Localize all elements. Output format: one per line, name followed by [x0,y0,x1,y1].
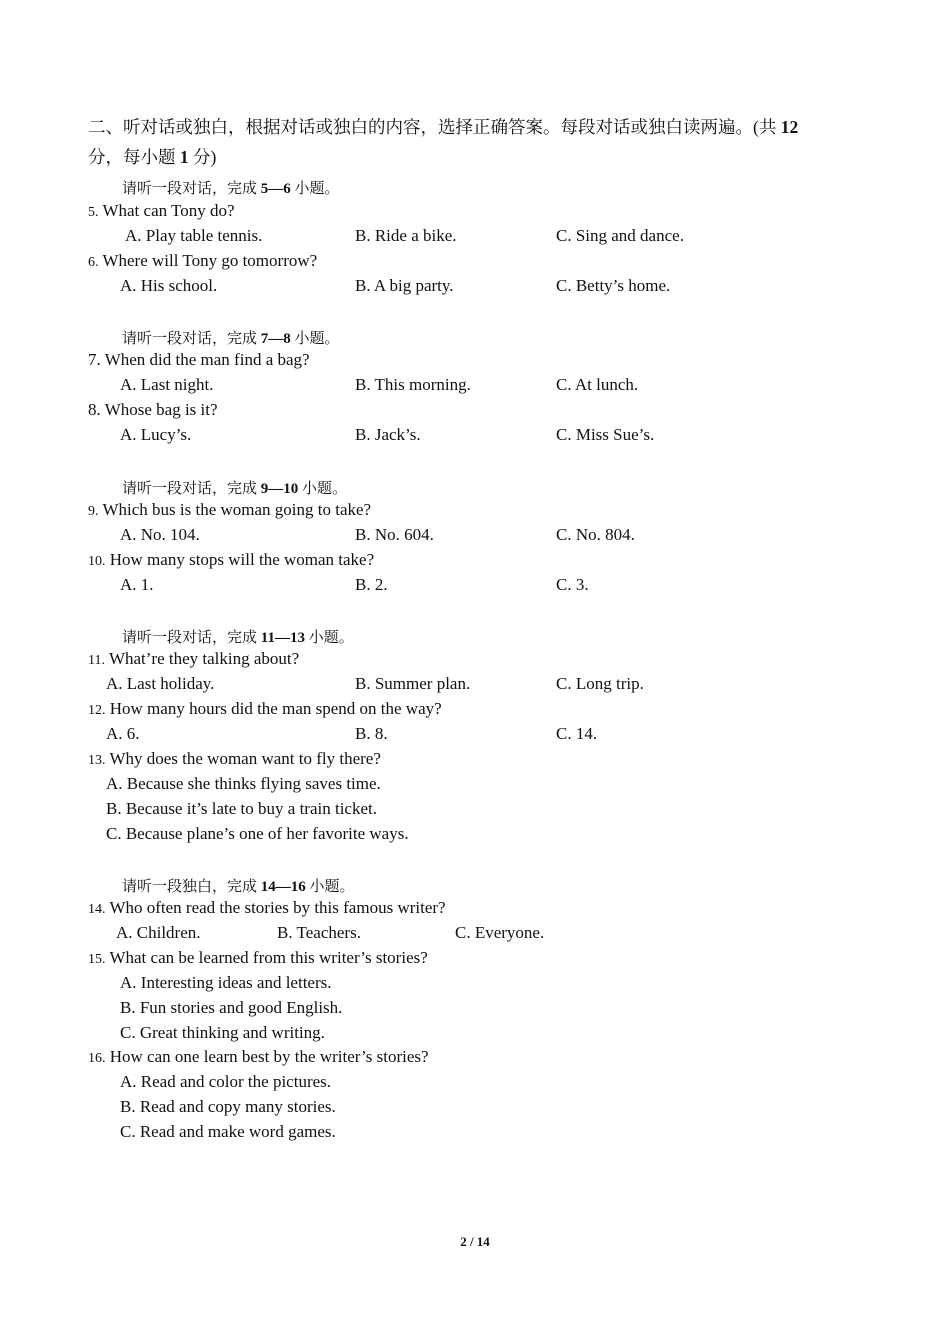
question-text: Whose bag is it? [104,400,218,419]
option-c: C. Sing and dance. [556,226,684,245]
question-text: What’re they talking about? [108,649,300,668]
option-c: C. Miss Sue’s. [556,425,655,444]
group-intro-text: 小题。 [290,331,340,347]
question-11 [88,649,299,669]
group-range: 9—10 [260,481,299,497]
question-text: How many stops will the woman take? [109,550,375,569]
option-b: B. Summer plan. [355,674,471,693]
question-12 [88,699,442,719]
question-7 [88,350,310,370]
option-b: B. No. 604. [355,525,434,544]
option-b: B. Jack’s. [355,425,421,444]
option-a: A. His school. [120,276,218,295]
question-6 [88,251,317,271]
option-a: A. Play table tennis. [125,226,263,245]
question-number: 8. [88,400,101,419]
option-a: A. Last holiday. [106,674,215,693]
group-range: 11—13 [260,630,305,646]
option-b: B. 2. [355,575,388,594]
option-a: A. Children. [116,923,201,942]
option-b: B. Teachers. [277,923,361,942]
question-9 [88,500,371,520]
option-b: B. A big party. [355,276,454,295]
group-intro-text: 小题。 [298,481,348,497]
heading-text-2: 分，每小题 [88,147,180,167]
option-c: C. 14. [556,724,598,743]
question-8 [88,400,218,420]
group-intro [122,177,340,198]
option-c: C. Long trip. [556,674,644,693]
group-intro-text: 小题。 [305,879,355,895]
option-a: A. Read and color the pictures. [120,1072,332,1091]
option-b: B. 8. [355,724,388,743]
option-c: C. No. 804. [556,525,635,544]
group-intro-text: 请听一段对话，完成 [122,331,261,347]
option-a: A. Lucy’s. [120,425,192,444]
question-number: 7. [88,350,101,369]
question-15 [88,948,428,968]
option-a: A. 6. [106,724,140,743]
question-13 [88,749,381,769]
question-number: 5. [88,205,99,220]
question-10 [88,550,374,570]
option-a: A. Interesting ideas and letters. [120,973,332,992]
question-5 [88,201,235,221]
group-range: 5—6 [260,181,291,197]
group-intro [122,327,340,348]
option-c: C. 3. [556,575,589,594]
question-number: 11. [88,653,105,668]
group-intro-text: 小题。 [304,630,354,646]
option-c: C. At lunch. [556,375,639,394]
page-number: 2 / 14 [460,1234,490,1249]
group-intro-text: 请听一段对话，完成 [122,481,261,497]
question-number: 13. [88,753,106,768]
option-b: B. Ride a bike. [355,226,457,245]
group-intro [122,477,347,498]
question-text: Why does the woman want to fly there? [109,749,381,768]
question-number: 16. [88,1051,106,1066]
section-heading [88,112,878,172]
option-c: C. Everyone. [455,923,545,942]
group-range: 14—16 [260,879,306,895]
option-b: B. This morning. [355,375,471,394]
group-intro [122,875,355,896]
question-number: 10. [88,554,106,569]
group-intro-text: 小题。 [290,181,340,197]
group-intro-text: 请听一段对话，完成 [122,630,261,646]
question-number: 6. [88,255,99,270]
question-text: Who often read the stories by this famous writer? [109,898,446,917]
heading-text: 二、听对话或独白，根据对话或独白的内容，选择正确答案。每段对话或独白读两遍。(共 [88,117,781,137]
option-a: A. Because she thinks flying saves time. [106,774,381,793]
question-number: 9. [88,504,99,519]
question-14 [88,898,446,918]
option-c: C. Great thinking and writing. [120,1023,325,1042]
question-text: Which bus is the woman going to take? [102,500,372,519]
group-intro-text: 请听一段对话，完成 [122,181,261,197]
question-text: What can be learned from this writer’s stories? [109,948,428,967]
option-b: B. Read and copy many stories. [120,1097,336,1116]
option-b: B. Fun stories and good English. [120,998,343,1017]
option-a: A. Last night. [120,375,214,394]
question-text: How many hours did the man spend on the way? [109,699,442,718]
question-number: 12. [88,703,106,718]
question-number: 14. [88,902,106,917]
option-b: B. Because it’s late to buy a train ticket. [106,799,377,818]
question-text: What can Tony do? [102,201,235,220]
total-score: 12 [780,117,799,137]
question-text: How can one learn best by the writer’s stories? [109,1047,429,1066]
option-a: A. No. 104. [120,525,200,544]
heading-text-3: 分) [188,147,217,167]
option-c: C. Because plane’s one of her favorite ways. [106,824,409,843]
option-c: C. Betty’s home. [556,276,671,295]
group-intro [122,626,354,647]
group-intro-text: 请听一段独白，完成 [122,879,261,895]
question-text: When did the man find a bag? [104,350,310,369]
group-range: 7—8 [260,331,291,347]
question-text: Where will Tony go tomorrow? [102,251,318,270]
option-c: C. Read and make word games. [120,1122,336,1141]
question-number: 15. [88,952,106,967]
question-16 [88,1047,429,1067]
option-a: A. 1. [120,575,154,594]
per-question-score: 1 [179,147,189,167]
